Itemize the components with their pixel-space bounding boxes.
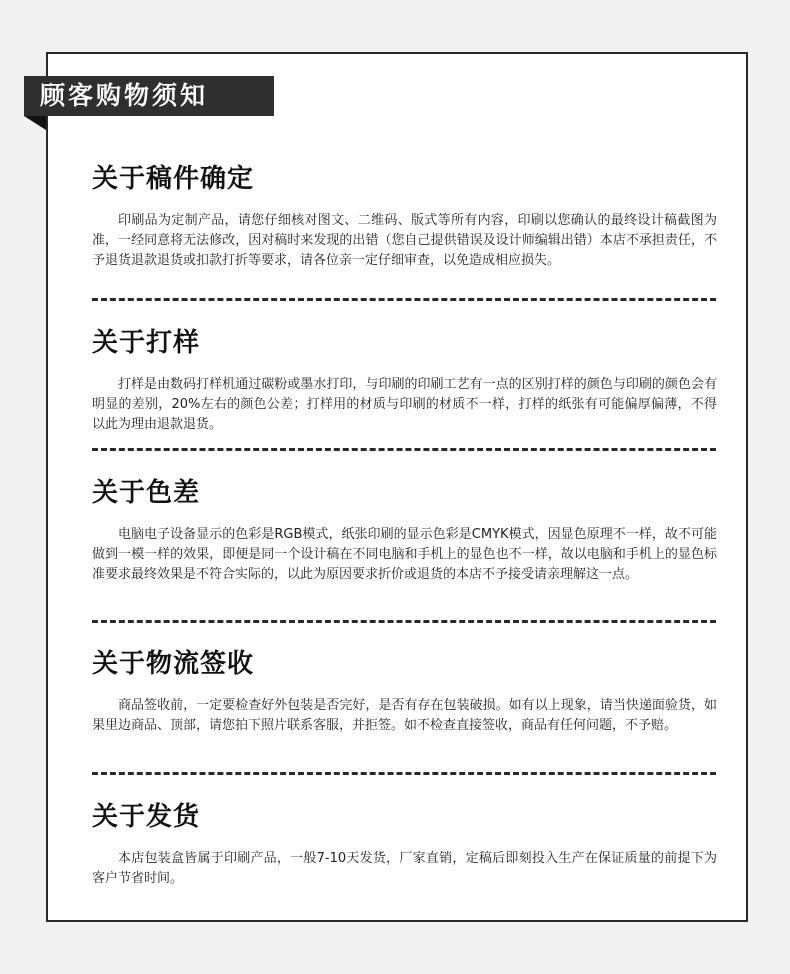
section-proofing — [92, 322, 717, 435]
section-logistics-signoff — [92, 643, 717, 736]
section-body: 电脑电子设备显示的色彩是RGB模式，纸张印刷的显示色彩是CMYK模式，因显色原理不一样，故不可能做到一模一样的效果，即便是同一个设计稿在不同电脑和手机上的显色也不一样，故以电脑和手机上的显色标准要求最终效果是不符合实际的，以此为原因要求折价或退货的本店不予接受请亲理解这一点。 — [92, 527, 717, 582]
section-body: 打样是由数码打样机通过碳粉或墨水打印，与印刷的印刷工艺有一点的区别打样的颜色与印刷的颜色会有明显的差别，20%左右的颜色公差；打样用的材质与印刷的材质不一样，打样的纸张有可能偏厚偏薄，不得以此为理由退款退货。 — [92, 377, 717, 432]
dashed-divider — [92, 620, 716, 623]
notice-banner: 顾客购物须知 — [24, 76, 274, 116]
section-heading: 关于稿件确定 — [92, 164, 255, 194]
section-heading: 关于色差 — [92, 478, 201, 508]
section-color-difference — [92, 472, 717, 585]
section-shipping — [92, 796, 717, 889]
section-heading: 关于发货 — [92, 802, 201, 832]
section-body: 商品签收前，一定要检查好外包装是否完好，是否有存在包装破损。如有以上现象，请当快递面验货，如果里边商品、顶部，请您拍下照片联系客服，并拒签。如不检查直接签收，商品有任何问题，不予赔。 — [92, 698, 717, 733]
dashed-divider — [92, 298, 716, 301]
section-body: 本店包装盒皆属于印刷产品，一般7-10天发货，厂家直销，定稿后即刻投入生产在保证质量的前提下为客户节省时间。 — [92, 851, 717, 886]
banner-fold-decoration — [24, 116, 46, 130]
dashed-divider — [92, 772, 716, 775]
section-heading: 关于物流签收 — [92, 649, 255, 679]
section-manuscript-confirmation — [92, 158, 717, 271]
section-heading: 关于打样 — [92, 328, 201, 358]
dashed-divider — [92, 448, 716, 451]
section-body: 印刷品为定制产品，请您仔细核对图文、二维码、版式等所有内容，印刷以您确认的最终设计稿截图为准，一经同意将无法修改，因对稿时来发现的出错（您自己提供错误及设计师编辑出错）本店不承担责任，不予退货退款退货或扣款打折等要求，请各位亲一定仔细审查，以免造成相应损失。 — [92, 213, 717, 268]
